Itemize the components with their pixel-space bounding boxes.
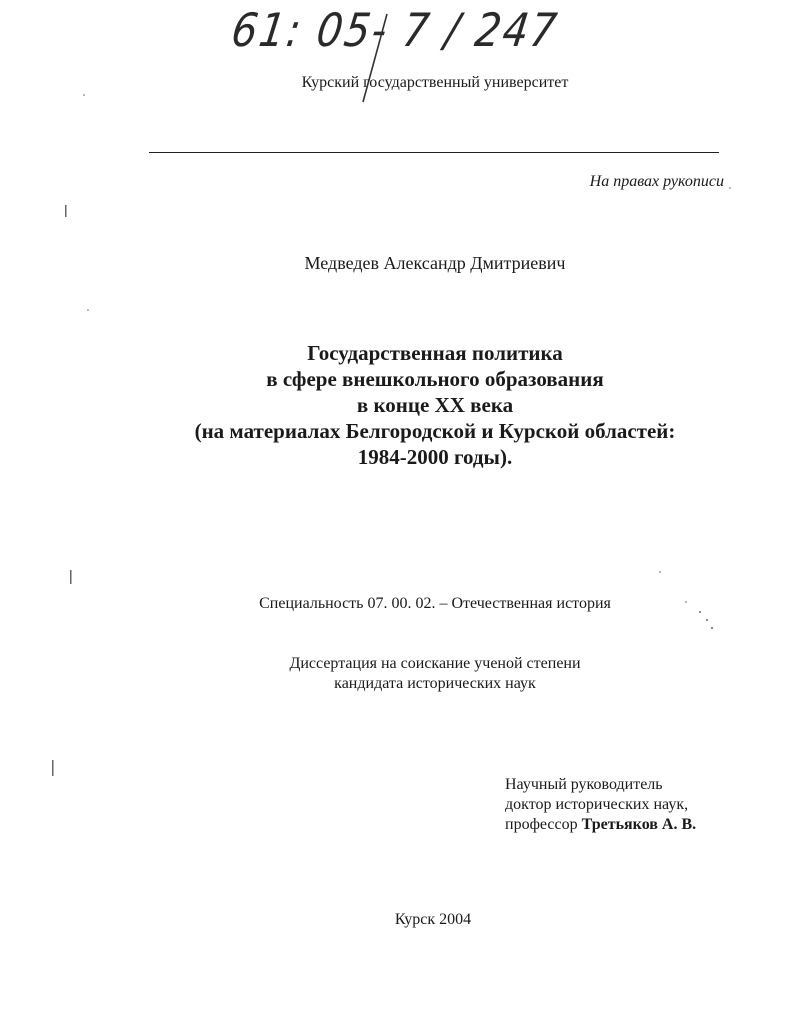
supervisor-title: профессор [505,816,578,833]
supervisor-name: Третьяков А. В. [581,816,697,833]
handwritten-archive-code: 61: 05- 7 / 247 [228,4,562,58]
specialty-line: Специальность 07. 00. 02. – Отечественная история [259,595,611,612]
supervisor-role: Научный руководитель [505,776,663,793]
city-year: Курск 2004 [394,911,472,928]
degree-line: Диссертация на соискание ученой степени [289,655,581,672]
university-name: Курский государственный университет [301,74,569,91]
manuscript-rights-note: На правах рукописи [589,173,724,190]
title-line: 1984-2000 годы). [357,445,513,469]
title-line: Государственная политика [307,341,563,365]
supervisor-degree: доктор исторических наук, [505,796,689,813]
title-line: в конце XX века [356,393,514,417]
degree-line: кандидата исторических наук [334,675,536,692]
title-line: в сфере внешкольного образования [266,367,604,391]
title-line: (на материалах Белгородской и Курской областей: [194,419,676,443]
author-name: Медведев Александр Дмитриевич [304,253,566,273]
